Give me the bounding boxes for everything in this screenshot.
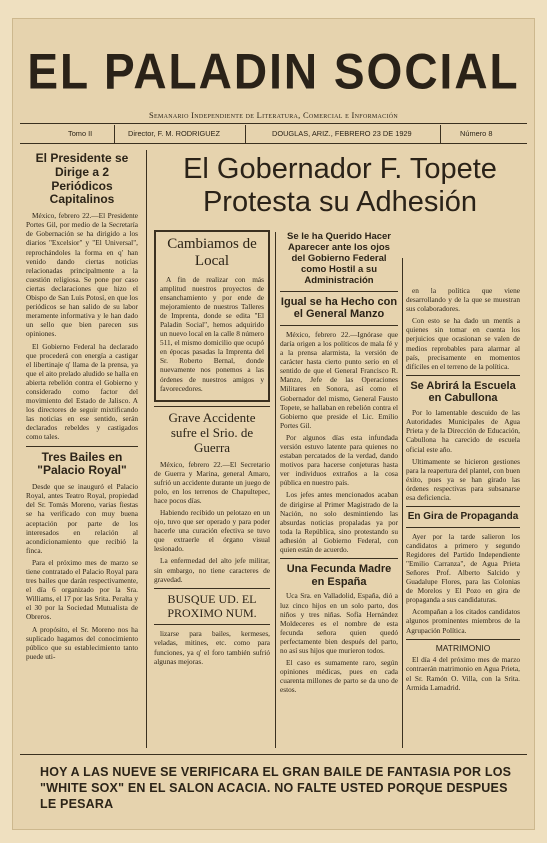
article-text: A propósito, el Sr. Moreno nos ha suplicado hagamos del conocimiento público que su establecimiento tanto puede uti- [26,624,138,661]
masthead-title: EL PALADIN SOCIAL [27,42,520,100]
article-text: Uca Sra. en Valladolid, España, dió a luz cinco hijos en un solo parto, dos niños y tres niñas. Sofía Hernández Moldeceres es el nombre de esta fecunda señora quien quedó perfectamente bien después del parto, no así sus hijos que murieron todos. [280,591,398,655]
article-text: La enfermedad del alto jefe militar, sin embargo, no tiene caracteres de gravedad. [154,556,270,584]
column-1 [26,152,138,752]
article-text: en la política que viene desarrollando y de la que se muestran sus colaboradores. [406,286,520,314]
main-headline: El Gobernador F. Topete Protesta su Adhesión [183,153,497,218]
article-heading: Se le ha Querido Hacer Aparecer ante los ojos del Gobierno Federal como Hostil a su Administración [286,232,391,286]
rule-bottom [20,143,527,144]
article-subheading: Igual se ha Hecho con el General Manzo [280,295,398,321]
rule-footer [20,754,527,755]
article-text: México, febrero 22.—El Presidente Portes Gil, por medio de la Secretaría de Gobernación se ha dirigido a los diarios "Excelsior" y "El Universal", reprochándoles la forma en q' han venido dando ciertas noticias relacionadas principalmente a la cuestión religiosa. Se pone por caso ciertas declaraciones que hizo el Obispo de San Luis Potosí, en que los periódicos se han salido de su labor meramente informativa y le han dado un sello que bien parecen sus opiniones. [26,211,138,339]
article-text: El Gobierno Federal ha declarado que procederá con energía a castigar el libertinaje q' llama de la prensa, ya que el aito prelado aludido se halla en abierta rebelión contra el Gobierno y considerado como factor del movimiento del Estado de Jalisco. A los directores de seguir mixtificando las noticias en ese sentido, serán declarados rebeldes y castigados como tales. [26,341,138,442]
info-bar [20,125,527,143]
article-text: lizarse para bailes, kermeses, veladas, mitines, etc. como para funciones, ya q' el foro también sufrió algunas mejoras. [154,629,270,666]
article-text: Desde que se inauguró el Palacio Royal, antes Teatro Royal, propiedad del Sr. Tomás Moreno, varias fiestas se ha verificado con muy buena aceptación por parte de los interesados en relación al acondicionamiento que recibió la finca. [26,482,138,555]
notice-title: Cambiamos de Local [167,236,257,270]
article-heading: Grave Accidente sufre el Srio. de Guerra [168,409,256,455]
article-text: Por algunos días esta infundada versión estuvo latente para quienes no estaban percatados de la verdad, dando motivos para hacerse conjeturas hasta ver individuos extraños a la cosa pública en nuestro país. [280,432,398,488]
article-text: México, febrero 22.—El Secretario de Guerra y Marina, general Amaro, sufrió un accidente durante un juego de polo, en los terrenos de Chapultepec, hace pocos días. [154,459,270,505]
column-3 [280,232,398,750]
footer-announcement: HOY A LAS NUEVE SE VERIFICARA EL GRAN BAILE DE FANTASIA POR LOS "WHITE SOX" EN EL SALON ACACIA. NO FALTE USTED PORQUE DESPUES LE PESARA [40,765,512,811]
article-text: Ultimamente se hicieron gestiones para la reapertura del plantel, con buen éxito, pues ya se han girado las órdenes respectivas para subsanarse esa deficiencia. [406,456,520,502]
article-text: Para el próximo mes de marzo se tiene contratado el Palacio Royal para tres bailes que darán respectivamente, el día 6 organizado por la Sra. Williams, el 17 por las Srita. Peralta y el 30 por la Sociedad Mutualista de Obreros. [26,557,138,622]
article-text: México, febrero 22.—Ignórase que daría origen a los políticos de mala fé y a la prensa alarmista, la versión de carácter hasta cierto punto serio en el sentido de que el General Francisco R. Manzo, Jefe de las Operaciones Militares en Sonora, así como el Gobernador del mismo, General Fausto Topete, se hallaban en rebelión contra el Gobierno que preside el Lic. Emilio Portes Gil. [280,329,398,430]
notice-box [154,230,270,402]
article-text: Con esto se ha dado un mentís a quienes sin tomar en cuenta los perjuicios que ocasionan se valen de medios reprobables para alarmar al país, precisamente en momentos difíciles en el terreno de la política. [406,316,520,371]
article-text: El caso es sumamente raro, según opiniones médicas, pues en cada cuarenta millones de parto se da uno de estos. [280,658,398,695]
info-number: Número 8 [460,129,493,138]
article-heading: Una Fecunda Madre en España [286,563,392,588]
column-2 [154,230,270,750]
newspaper-page [12,18,535,830]
rule-top [20,123,527,124]
article-heading: En Gira de Propaganda [407,511,519,523]
article-text: El día 4 del próximo mes de marzo contraerán matrimonio en Agua Prieta, el Sr. Ramón O. Villa, con la Srita. Armida Lamadrid. [406,655,520,692]
article-text: Ayer por la tarde salieron los candidatos a primero y segundo Regidores del Partido Independiente "Emilio Carranza", de Agua Prieta Señores Prof. Alberto Salcido y Guadalupe Flores, para las Colonias de Morelos y El Pozo en gira de propaganda a sus candidaturas. [406,531,520,605]
info-tomo: Tomo II [68,129,93,138]
info-date: DOUGLAS, ARIZ., FEBRERO 23 DE 1929 [272,129,412,138]
notice-text: A fin de realizar con más amplitud nuestros proyectos de ensanchamiento y por ende de mejoramiento de nuestros Talleres de Imprenta, donde se edita "El Paladin Social", hemos adquirido un nuevo local en la calle 8 número 511, el mismo domicilio que ocupó en épocas pasadas la Imprenta del Sr. Roberto Bernal, donde nuevamente nos ponemos a las órdenes de nuestros amigos y favorecedores. [160,274,264,393]
article-text: Los jefes antes mencionados acaban de dirigirse al Primer Magistrado de la Nación, no solo desmintiendo las absurdas noticias propaladas ya por toda la República, sino protestando su adhesión al Gobierno Federal, con quien están de acuerdo. [280,490,398,555]
article-heading: BUSQUE UD. EL PROXIMO NUM. [167,591,257,620]
article-text: Por lo lamentable descuido de las Autoridades Municipales de Agua Prieta y de la Dirección de Educación, Cabullona ha carecido de escuela oficial este año. [406,408,520,454]
article-heading: Se Abrirá la Escuela en Cabullona [410,379,516,405]
info-director: Director, F. M. RODRIGUEZ [128,129,220,138]
article-heading: Tres Bailes en "Palacio Royal" [37,449,127,478]
article-text: Habiendo recibido un pelotazo en un ojo, tuvo que ser operado y para poder hacerle una curación efectiva se tuvo que extraerle el órgano visual lesionado. [154,508,270,554]
column-4 [406,286,520,750]
article-heading: MATRIMONIO [435,642,491,653]
article-heading: El Presidente se Dirige a 2 Periódicos Capitalinos [35,152,129,207]
article-text: Acompañan a los citados candidatos algunos prominentes miembros de la Agrupación Política. [406,607,520,635]
masthead-subtitle: Semanario Independiente de Literatura, Comercial e Información [148,110,399,120]
